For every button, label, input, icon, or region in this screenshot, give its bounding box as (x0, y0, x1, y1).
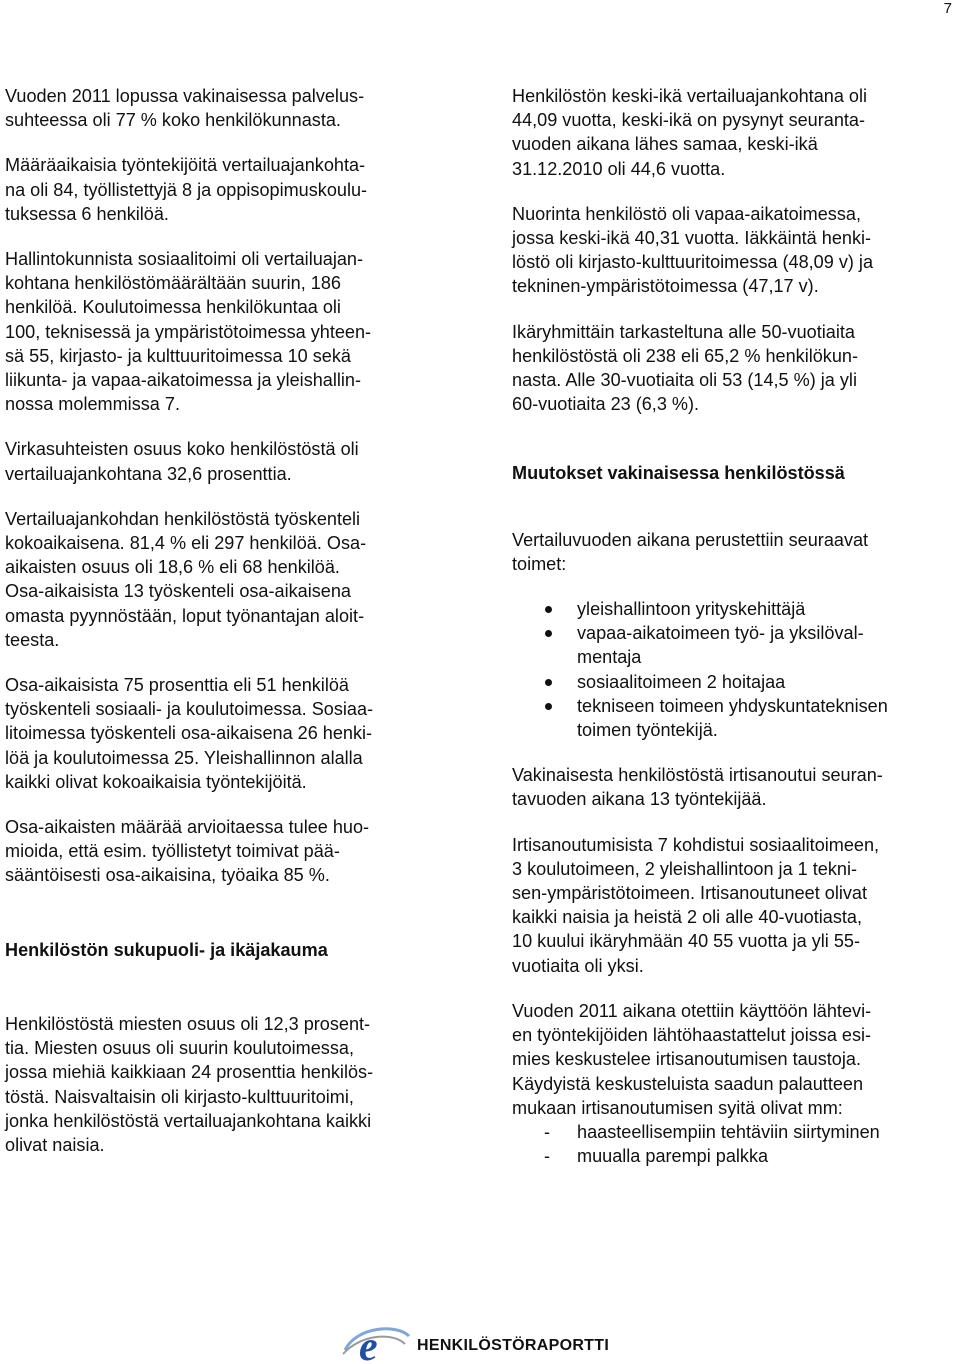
paragraph-exit-interviews: Vuoden 2011 aikana otettiin käyttöön lähtevi- en työntekijöiden lähtöhaastattelut joissa esi- mies keskustelee irtisanoutumisen taustoja. Käydyistä keskusteluista saadun palautteen mukaan irtisanoutumisen syitä olivat mm: (512, 1000, 872, 1118)
left-column (5, 84, 445, 1157)
heading-permanent-changes: Muutokset vakinaisessa henkilöstössä (512, 463, 845, 484)
paragraph-resignation-breakdown: Irtisanoutumisista 7 kohdistui sosiaalitoimeen, 3 koulutoimeen, 2 yleishallintoon ja 1 tekni- sen-ympäristötoimeen. Irtisanoutuneet olivat kaikki naisia ja heistä 2 oli alle 40-vuotiasta, 10 kuului ikäryhmään 40 55 vuotta ja yli 55- vuotiaita oli yksi. (512, 834, 880, 976)
dash-marker: - (544, 1146, 551, 1167)
paragraph-departments: Hallintokunnista sosiaalitoimi oli vertailuajan- kohtana henkilöstömäärältään suurin, 186 henkilöä. Koulutoimessa henkilökuntaa oli 100, teknisessä ja ympäristötoimessa yhteen- sä 55, kirjasto- ja kulttuuritoimessa 10 sekä liikunta- ja vapaa-aikatoimessa ja yleishallin- nossa molemmissa 7. (5, 249, 372, 415)
list-item: sosiaalitoimeen 2 hoitajaa (512, 670, 952, 694)
paragraph-youngest-oldest: Nuorinta henkilöstö oli vapaa-aikatoimessa, jossa keski-ikä 40,31 vuotta. Iäkkäintä henki- löstö oli kirjasto-kulttuuritoimessa (48,09 v) ja tekninen-ympäristötoimessa (47,17 v). (512, 203, 874, 297)
bullet-icon (545, 630, 552, 637)
paragraph-part-time-note: Osa-aikaisten määrää arvioitaessa tulee huo- mioida, että esim. työllistetyt toimivat pää- sääntöisesti osa-aikaisina, työaika 85 %. (5, 817, 370, 886)
paragraph-age-groups: Ikäryhmittäin tarkasteltuna alle 50-vuotiaita henkilöstöstä oli 238 eli 65,2 % henkilökun- nasta. Alle 30-vuotiaita oli 53 (14,5 %) ja yli 60-vuotiaita 23 (6,3 %). (512, 321, 859, 415)
paragraph-new-posts-intro: Vertailuvuoden aikana perustettiin seuraavat toimet: (512, 529, 869, 574)
report-title: HENKILÖSTÖRAPORTTI (417, 1337, 610, 1354)
paragraph-resignations: Vakinaisesta henkilöstöstä irtisanoutui seuran- tavuoden aikana 13 työntekijää. (512, 765, 883, 810)
page-number: 7 (943, 0, 952, 17)
right-column (512, 84, 952, 1168)
paragraph-full-time: Vertailuajankohdan henkilöstöstä työskenteli kokoaikaisena. 81,4 % eli 297 henkilöä. Osa- aikaisten osuus oli 18,6 % eli 68 henkilöä. Osa-aikaisista 13 työskenteli osa-aikaisena omasta pyynnöstään, loput työnantajan aloit- teesta. (5, 508, 367, 650)
e-logo-icon (335, 1320, 415, 1364)
bullet-icon (545, 703, 552, 710)
new-posts-list (512, 597, 952, 742)
list-item: - muualla parempi palkka (512, 1144, 952, 1168)
list-item: tekniseen toimeen yhdyskuntateknisen toimen työntekijä. (512, 694, 952, 742)
list-item: - haasteellisempiin tehtäviin siirtyminen (512, 1120, 952, 1144)
bullet-icon (545, 679, 552, 686)
list-item: vapaa-aikatoimeen työ- ja yksilöval- mentaja (512, 621, 952, 669)
svg-text:e: e (359, 1324, 378, 1364)
bullet-icon (545, 606, 552, 613)
paragraph-average-age: Henkilöstön keski-ikä vertailuajankohtana oli 44,09 vuotta, keski-ikä on pysynyt seuranta- vuoden aikana lähes samaa, keski-ikä 31.12.2010 oli 44,6 vuotta. (512, 86, 868, 179)
footer (335, 1320, 635, 1364)
heading-gender-age: Henkilöstön sukupuoli- ja ikäjakauma (5, 939, 328, 960)
paragraph-part-time: Osa-aikaisista 75 prosenttia eli 51 henkilöä työskenteli sosiaali- ja koulutoimessa. Sosiaa- litoimessa työskenteli osa-aikaisena 26 henki- löä ja koulutoimessa 25. Yleishallinnon alalla kaikki olivat kokoaikaisia työntekijöitä. (5, 675, 374, 792)
paragraph-permanent-staff: Vuoden 2011 lopussa vakinaisessa palvelus- suhteessa oli 77 % koko henkilökunnasta. (5, 86, 365, 131)
exit-reasons-list (512, 1120, 952, 1168)
paragraph-fixed-term-staff: Määräaikaisia työntekijöitä vertailuajankohta- na oli 84, työllistettyjä 8 ja oppisopimuskoulu- tuksessa 6 henkilöä. (5, 155, 368, 224)
paragraph-civil-service-share: Virkasuhteisten osuus koko henkilöstöstä oli vertailuajankohtana 32,6 prosenttia. (5, 439, 359, 484)
paragraph-gender-share: Henkilöstöstä miesten osuus oli 12,3 prosent- tia. Miesten osuus oli suurin koulutoimessa, jossa miehiä kaikkiaan 24 prosenttia henkilös- töstä. Naisvaltaisin oli kirjasto-kulttuuritoimi, jonka henkilöstöstä vertailuajankohtana kaikki olivat naisia. (5, 1013, 374, 1155)
list-item: yleishallintoon yrityskehittäjä (512, 597, 952, 621)
dash-marker: - (544, 1121, 551, 1142)
